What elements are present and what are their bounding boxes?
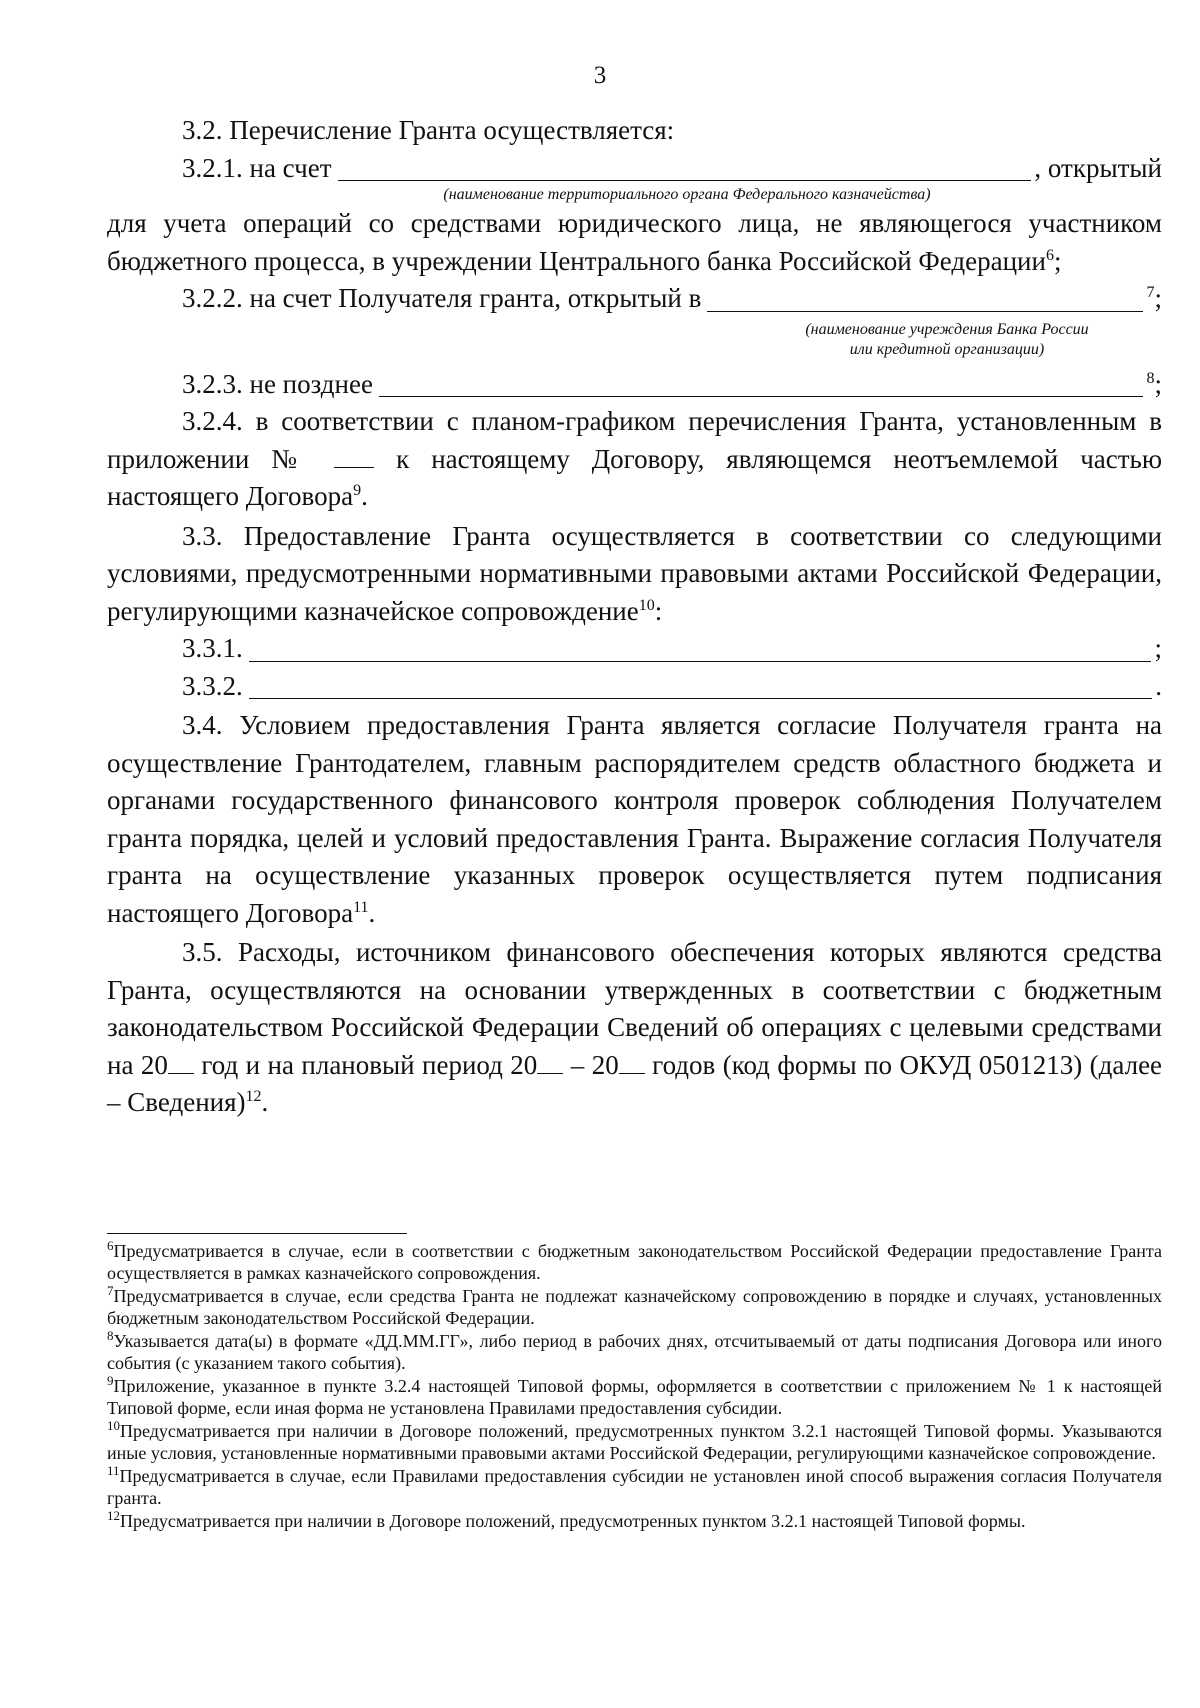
footnotes	[107, 1240, 1162, 1533]
clause-3-2-2-prefix: 3.2.2. на счет Получателя гранта, открытый в	[182, 283, 702, 313]
clause-3-2-4: 3.2.4. в соответствии с планом-графиком перечисления Гранта, установленным в приложении № к настоящему Договору, являющемся неотъемлемой частью настоящего Договора$^9$.	[107, 406, 1163, 511]
footnote-number: 8	[107, 1328, 114, 1343]
clause-3-2-2-row: 3.2.2. на счет Получателя гранта, открытый в $^7$;	[107, 280, 1162, 318]
fill-line-treasury-account[interactable]	[338, 155, 1032, 181]
clause-3-3-text: 3.3. Предоставление Гранта осуществляется в соответствии со следующими условиями, предусмотренными нормативными правовыми актами Российской Федерации, регулирующими казначейское сопровождение	[107, 520, 1162, 626]
caption-bank-line-1: (наименование учреждения Банка России	[805, 320, 1089, 338]
clause-3-5: 3.5. Расходы, источником финансового обеспечения которых являются средства Гранта, осуществляются на основании утвержденных в соответствии с бюджетным законодательством Российской Федерации Сведений об операциях с целевыми средствами на 20 год и на плановый период 20 – 20 годов (код формы по ОКУД 0501213) (далее – Сведения)$^{12}$.	[107, 937, 1163, 1117]
clause-3-2-1-row	[107, 150, 1162, 188]
fill-line-condition-2[interactable]	[249, 673, 1153, 699]
caption-bank-line-2: или кредитной организации)	[849, 340, 1045, 358]
clause-3-3-1-row: 3.3.1. ;	[107, 630, 1162, 668]
footnote-6	[107, 1240, 1162, 1284]
fill-blank-year[interactable]	[168, 1055, 194, 1074]
footnote-ref-7[interactable]: 7	[1146, 284, 1155, 301]
footnote-separator	[107, 1233, 407, 1234]
footnote-number: 12	[107, 1508, 120, 1523]
clause-3-2-1-text: для учета операций со средствами юридического лица, не являющегося участником бюджетного процесса, в учреждении Центрального банка Российской Федерации	[107, 208, 1162, 276]
footnote-text: Предусматривается в случае, если Правилами предоставления субсидии не установлен иной способ выражения согласия Получателя гранта.	[107, 1466, 1162, 1508]
footnote-11	[107, 1465, 1162, 1509]
fill-blank-appendix-number[interactable]	[334, 449, 374, 468]
footnote-7	[107, 1285, 1162, 1329]
clause-3-5-text-b: год и на плановый период 20	[201, 1049, 538, 1080]
clause-3-5-text-a: 3.5. Расходы, источником финансового обеспечения которых являются средства Гранта, осуществляются на основании утвержденных в соответствии с бюджетным законодательством Российской Федерации Сведений об операциях с целевыми средствами на 20	[107, 937, 1162, 1080]
footnote-text: Приложение, указанное в пункте 3.2.4 настоящей Типовой формы, оформляется в соответствии с приложением № 1 к настоящей Типовой форме, если иная форма не установлена Правилами предоставления субсидии.	[107, 1376, 1162, 1418]
fill-line-deadline[interactable]	[379, 371, 1144, 397]
footnote-ref-9[interactable]: 9	[353, 482, 362, 499]
clause-3-2-1-suffix: , открытый	[1034, 152, 1162, 183]
footnote-ref-6[interactable]: 6	[1045, 246, 1054, 264]
fill-line-bank-name[interactable]	[707, 286, 1143, 312]
footnote-text: Предусматривается в случае, если средства Гранта не подлежат казначейскому сопровождению в порядке и случаях, установленных бюджетным законодательством Российской Федерации.	[107, 1286, 1162, 1328]
footnote-text: Указывается дата(ы) в формате «ДД.ММ.ГГ», либо период в рабочих днях, отсчитываемый от даты подписания Договора или иного события (с указанием такого события).	[107, 1331, 1162, 1373]
main-text	[107, 112, 1162, 1122]
caption-treasury-organ: (наименование территориального органа Федерального казначейства)	[443, 186, 931, 203]
clause-3-5-text-c: – 20	[570, 1049, 619, 1080]
clause-3-2-3-row: 3.2.3. не позднее $^8$;	[107, 366, 1162, 404]
fill-line-condition-1[interactable]	[249, 636, 1152, 662]
clause-3-2-1-prefix: 3.2.1. на счет	[182, 152, 332, 183]
fill-blank-plan-year-end[interactable]	[619, 1055, 645, 1074]
footnote-ref-11[interactable]: 11	[353, 898, 369, 916]
fill-blank-plan-year-start[interactable]	[537, 1055, 563, 1074]
clause-3-2-1-continuation: для учета операций со средствами юридического лица, не являющегося участником бюджетного процесса, в учреждении Центрального банка Российской Федерации$^6$;	[107, 208, 1162, 276]
footnote-text: Предусматривается при наличии в Договоре положений, предусмотренных пунктом 3.2.1 настоящей Типовой формы. Указываются иные условия, установленные нормативными правовыми актами Российской Федерации, регулирующими казначейское сопровождение.	[107, 1421, 1162, 1463]
clause-3-2-3-prefix: 3.2.3. не позднее	[182, 368, 373, 399]
clause-3-3-1-label: 3.3.1.	[182, 633, 243, 663]
clause-3-3-2-label: 3.3.2.	[182, 670, 243, 701]
footnote-number: 10	[107, 1418, 120, 1433]
footnote-10	[107, 1420, 1162, 1464]
caption-bank-name	[107, 320, 1162, 360]
footnote-text: Предусматривается в случае, если в соответствии с бюджетным законодательством Российской Федерации предоставление Гранта осуществляется в рамках казначейского сопровождения.	[107, 1241, 1162, 1283]
footnote-number: 11	[107, 1463, 120, 1478]
clause-3-4: 3.4. Условием предоставления Гранта является согласие Получателя гранта на осуществление Грантодателем, главным распорядителем средств областного бюджета и органами государственного финансового контроля проверок соблюдения Получателем гранта порядка, целей и условий предоставления Гранта. Выражение согласия Получателя гранта на осуществление указанных проверок осуществляется путем подписания настоящего Договора$^{11}$.	[107, 710, 1162, 928]
footnote-number: 9	[107, 1373, 114, 1388]
clause-3-2-4-text-b: к настоящему Договору, являющемся неотъемлемой частью настоящего Договора	[107, 443, 1163, 511]
footnote-text: Предусматривается при наличии в Договоре положений, предусмотренных пунктом 3.2.1 настоящей Типовой формы.	[120, 1511, 1026, 1531]
clause-3-3: 3.3. Предоставление Гранта осуществляется в соответствии со следующими условиями, предусмотренными нормативными правовыми актами Российской Федерации, регулирующими казначейское сопровождение$^{10}$:	[107, 520, 1162, 626]
footnote-ref-12[interactable]: 12	[245, 1088, 262, 1105]
clause-3-5-text-d: годов (код формы по ОКУД 0501213) (далее – Сведения)	[107, 1049, 1163, 1117]
clause-3-2-title: 3.2. Перечисление Гранта осуществляется:	[182, 115, 675, 145]
footnote-ref-10[interactable]: 10	[638, 596, 655, 614]
clause-3-2-4-text-a: 3.2.4. в соответствии с планом-графиком перечисления Гранта, установленным в приложении №	[107, 406, 1162, 474]
footnote-8	[107, 1330, 1162, 1374]
footnote-ref-8[interactable]: 8	[1146, 369, 1155, 387]
footnote-number: 6	[107, 1238, 114, 1253]
page-number: 3	[593, 62, 607, 89]
footnote-9	[107, 1375, 1162, 1419]
clause-3-4-text: 3.4. Условием предоставления Гранта является согласие Получателя гранта на осуществление Грантодателем, главным распорядителем средств областного бюджета и органами государственного финансового контроля проверок соблюдения Получателем гранта порядка, целей и условий предоставления Гранта. Выражение согласия Получателя гранта на осуществление указанных проверок осуществляется путем подписания настоящего Договора	[107, 710, 1162, 928]
footnote-number: 7	[107, 1283, 114, 1298]
footnote-12	[107, 1510, 1162, 1532]
clause-3-3-2-row: 3.3.2. .	[107, 668, 1162, 706]
